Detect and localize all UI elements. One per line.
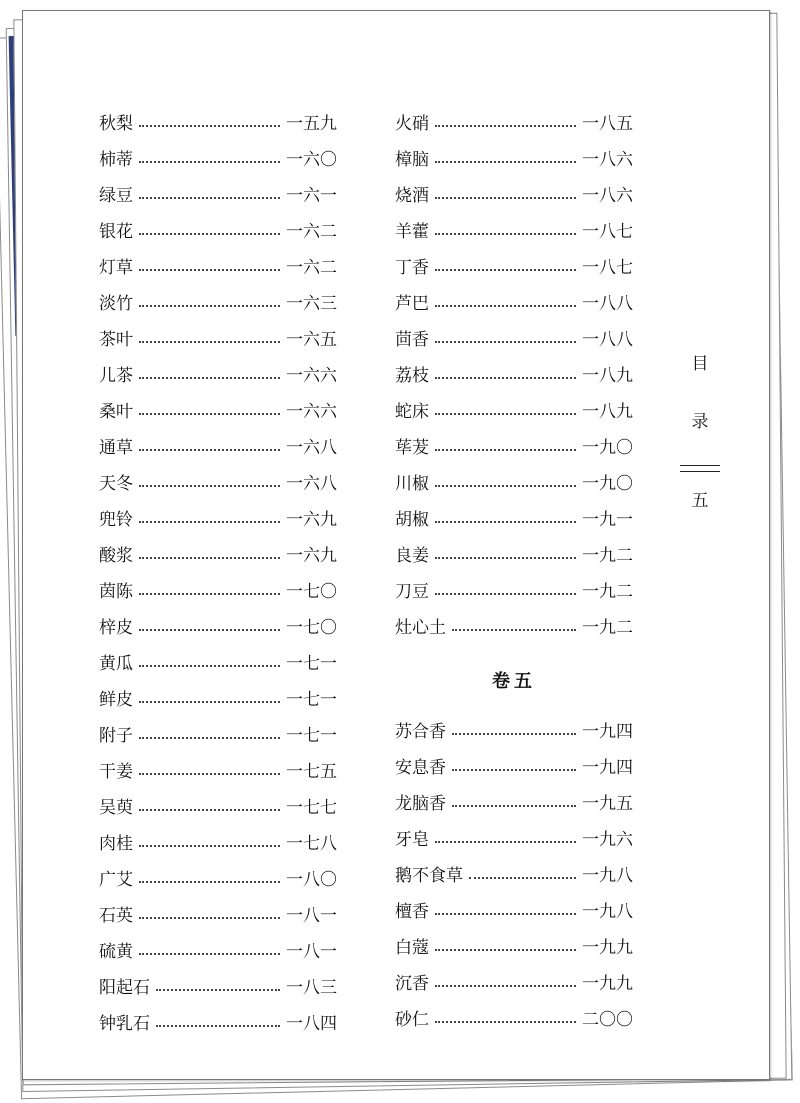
entry-page: 一八一 xyxy=(286,906,337,926)
toc-entry xyxy=(395,930,633,966)
entry-page: 一七〇 xyxy=(286,618,337,638)
entry-name: 檀香 xyxy=(395,902,429,922)
entry-name: 石英 xyxy=(99,906,133,926)
entry-name: 樟脑 xyxy=(395,150,429,170)
entry-name: 苏合香 xyxy=(395,722,446,742)
toc-entry xyxy=(395,286,633,322)
entry-page: 一六二 xyxy=(286,222,337,242)
leader-dots xyxy=(139,269,280,271)
toc-entry xyxy=(99,574,337,610)
entry-name: 灯草 xyxy=(99,258,133,278)
toc-entry xyxy=(99,394,337,430)
side-label-char: 录 xyxy=(691,412,709,432)
entry-page: 一六二 xyxy=(286,258,337,278)
toc-entry xyxy=(395,502,633,538)
entry-page: 一八九 xyxy=(582,366,633,386)
leader-dots xyxy=(139,881,280,883)
leader-dots xyxy=(139,809,280,811)
entry-name: 丁香 xyxy=(395,258,429,278)
toc-entry xyxy=(395,858,633,894)
entry-name: 广艾 xyxy=(99,870,133,890)
entry-page: 一七〇 xyxy=(286,582,337,602)
leader-dots xyxy=(139,305,280,307)
leader-dots xyxy=(139,845,280,847)
leader-dots xyxy=(139,701,280,703)
leader-dots xyxy=(435,949,576,951)
entry-name: 鲜皮 xyxy=(99,690,133,710)
leader-dots xyxy=(139,413,280,415)
entry-name: 儿茶 xyxy=(99,366,133,386)
side-double-rule xyxy=(680,465,720,472)
toc-entry xyxy=(99,898,337,934)
toc-entry xyxy=(395,966,633,1002)
leader-dots xyxy=(435,161,576,163)
entry-page: 二〇〇 xyxy=(582,1010,633,1030)
leader-dots xyxy=(452,629,576,631)
entry-page: 一九四 xyxy=(582,722,633,742)
entry-page: 一九八 xyxy=(582,902,633,922)
toc-entry xyxy=(395,822,633,858)
toc-entry xyxy=(395,106,633,142)
toc-entry xyxy=(99,322,337,358)
leader-dots xyxy=(435,233,576,235)
toc-entry xyxy=(395,394,633,430)
toc-entry xyxy=(395,750,633,786)
leader-dots xyxy=(452,769,576,771)
leader-dots xyxy=(139,449,280,451)
entry-name: 荜茇 xyxy=(395,438,429,458)
toc-entry xyxy=(99,430,337,466)
toc-entry xyxy=(395,538,633,574)
entry-name: 柿蒂 xyxy=(99,150,133,170)
leader-dots xyxy=(139,665,280,667)
leader-dots xyxy=(435,557,576,559)
toc-entry xyxy=(395,574,633,610)
leader-dots xyxy=(139,521,280,523)
leader-dots xyxy=(435,485,576,487)
toc-entry xyxy=(99,106,337,142)
entry-name: 川椒 xyxy=(395,474,429,494)
toc-right-column xyxy=(395,106,633,1038)
entry-name: 通草 xyxy=(99,438,133,458)
entry-name: 天冬 xyxy=(99,474,133,494)
leader-dots xyxy=(139,917,280,919)
leader-dots xyxy=(139,773,280,775)
leader-dots xyxy=(139,953,280,955)
entry-name: 蛇床 xyxy=(395,402,429,422)
entry-page: 一七一 xyxy=(286,654,337,674)
entry-page: 一八八 xyxy=(582,294,633,314)
toc-entry xyxy=(99,754,337,790)
entry-name: 阳起石 xyxy=(99,978,150,998)
entry-page: 一七一 xyxy=(286,726,337,746)
toc-entry xyxy=(395,322,633,358)
toc-entry xyxy=(99,466,337,502)
toc-entry xyxy=(99,718,337,754)
entry-name: 肉桂 xyxy=(99,834,133,854)
toc-right-bottom-list xyxy=(395,714,633,1038)
leader-dots xyxy=(139,593,280,595)
entry-page: 一八三 xyxy=(286,978,337,998)
entry-name: 沉香 xyxy=(395,974,429,994)
toc-entry xyxy=(99,970,337,1006)
entry-name: 桑叶 xyxy=(99,402,133,422)
entry-name: 酸浆 xyxy=(99,546,133,566)
entry-page: 一六九 xyxy=(286,510,337,530)
leader-dots xyxy=(435,125,576,127)
toc-entry xyxy=(99,646,337,682)
leader-dots xyxy=(435,449,576,451)
entry-name: 荔枝 xyxy=(395,366,429,386)
leader-dots xyxy=(435,197,576,199)
toc-entry xyxy=(395,786,633,822)
toc-page xyxy=(22,10,770,1080)
entry-name: 吴萸 xyxy=(99,798,133,818)
toc-entry xyxy=(99,214,337,250)
entry-page: 一八九 xyxy=(582,402,633,422)
entry-name: 钟乳石 xyxy=(99,1014,150,1034)
entry-page: 一九六 xyxy=(582,830,633,850)
entry-page: 一五九 xyxy=(286,114,337,134)
toc-entry xyxy=(395,430,633,466)
toc-entry xyxy=(99,826,337,862)
leader-dots xyxy=(452,733,576,735)
entry-page: 一八五 xyxy=(582,114,633,134)
entry-page: 一七一 xyxy=(286,690,337,710)
leader-dots xyxy=(139,737,280,739)
entry-page: 一六一 xyxy=(286,186,337,206)
entry-name: 干姜 xyxy=(99,762,133,782)
entry-page: 一六九 xyxy=(286,546,337,566)
entry-page: 一七八 xyxy=(286,834,337,854)
toc-entry xyxy=(99,286,337,322)
leader-dots xyxy=(139,125,280,127)
entry-page: 一九二 xyxy=(582,618,633,638)
entry-name: 附子 xyxy=(99,726,133,746)
entry-page: 一九〇 xyxy=(582,438,633,458)
leader-dots xyxy=(435,841,576,843)
entry-name: 刀豆 xyxy=(395,582,429,602)
toc-entry xyxy=(99,790,337,826)
entry-page: 一九五 xyxy=(582,794,633,814)
leader-dots xyxy=(139,161,280,163)
entry-page: 一六六 xyxy=(286,402,337,422)
leader-dots xyxy=(139,485,280,487)
toc-entry xyxy=(99,178,337,214)
entry-page: 一六三 xyxy=(286,294,337,314)
entry-name: 羊藿 xyxy=(395,222,429,242)
entry-name: 银花 xyxy=(99,222,133,242)
entry-name: 安息香 xyxy=(395,758,446,778)
leader-dots xyxy=(452,805,576,807)
leader-dots xyxy=(435,913,576,915)
entry-page: 一八八 xyxy=(582,330,633,350)
entry-name: 白蔻 xyxy=(395,938,429,958)
entry-page: 一九八 xyxy=(582,866,633,886)
leader-dots xyxy=(435,593,576,595)
toc-entry xyxy=(99,610,337,646)
toc-entry xyxy=(99,250,337,286)
toc-entry xyxy=(395,214,633,250)
toc-entry xyxy=(99,682,337,718)
entry-page: 一七七 xyxy=(286,798,337,818)
leader-dots xyxy=(435,521,576,523)
entry-name: 黄瓜 xyxy=(99,654,133,674)
toc-entry xyxy=(395,358,633,394)
toc-entry xyxy=(395,610,633,646)
leader-dots xyxy=(139,197,280,199)
entry-page: 一九一 xyxy=(582,510,633,530)
leader-dots xyxy=(435,269,576,271)
entry-name: 硫黄 xyxy=(99,942,133,962)
entry-name: 秋梨 xyxy=(99,114,133,134)
toc-entry xyxy=(99,142,337,178)
toc-entry xyxy=(395,1002,633,1038)
toc-right-top-list xyxy=(395,106,633,646)
entry-name: 兜铃 xyxy=(99,510,133,530)
entry-name: 茴香 xyxy=(395,330,429,350)
entry-name: 鹅不食草 xyxy=(395,866,463,886)
entry-name: 胡椒 xyxy=(395,510,429,530)
entry-page: 一六六 xyxy=(286,366,337,386)
entry-name: 灶心土 xyxy=(395,618,446,638)
entry-page: 一八六 xyxy=(582,150,633,170)
toc-entry xyxy=(395,714,633,750)
entry-name: 芦巴 xyxy=(395,294,429,314)
entry-page: 一六八 xyxy=(286,474,337,494)
entry-page: 一七五 xyxy=(286,762,337,782)
entry-page: 一八六 xyxy=(582,186,633,206)
leader-dots xyxy=(435,1021,576,1023)
toc-entry xyxy=(99,358,337,394)
entry-page: 一九〇 xyxy=(582,474,633,494)
toc-entry xyxy=(395,466,633,502)
page-number: 五 xyxy=(691,491,709,511)
entry-name: 淡竹 xyxy=(99,294,133,314)
entry-name: 绿豆 xyxy=(99,186,133,206)
side-label-char: 目 xyxy=(691,354,709,374)
leader-dots xyxy=(139,377,280,379)
entry-page: 一六〇 xyxy=(286,150,337,170)
entry-page: 一八一 xyxy=(286,942,337,962)
toc-left-column xyxy=(99,106,337,1042)
leader-dots xyxy=(139,341,280,343)
leader-dots xyxy=(139,557,280,559)
toc-entry xyxy=(99,502,337,538)
leader-dots xyxy=(435,413,576,415)
leader-dots xyxy=(435,305,576,307)
entry-name: 梓皮 xyxy=(99,618,133,638)
toc-entry xyxy=(395,142,633,178)
leader-dots xyxy=(435,985,576,987)
toc-entry xyxy=(395,250,633,286)
leader-dots xyxy=(435,377,576,379)
entry-page: 一九二 xyxy=(582,546,633,566)
entry-page: 一九四 xyxy=(582,758,633,778)
leader-dots xyxy=(435,341,576,343)
entry-page: 一九九 xyxy=(582,938,633,958)
leader-dots xyxy=(156,1025,280,1027)
entry-name: 牙皂 xyxy=(395,830,429,850)
entry-page: 一八七 xyxy=(582,222,633,242)
entry-name: 茶叶 xyxy=(99,330,133,350)
entry-page: 一九二 xyxy=(582,582,633,602)
toc-entry xyxy=(395,178,633,214)
entry-name: 火硝 xyxy=(395,114,429,134)
volume-heading: 卷五 xyxy=(492,671,536,692)
entry-name: 砂仁 xyxy=(395,1010,429,1030)
entry-page: 一九九 xyxy=(582,974,633,994)
leader-dots xyxy=(469,877,576,879)
leader-dots xyxy=(139,629,280,631)
entry-name: 龙脑香 xyxy=(395,794,446,814)
entry-name: 烧酒 xyxy=(395,186,429,206)
toc-entry xyxy=(99,934,337,970)
leader-dots xyxy=(156,989,280,991)
toc-entry xyxy=(99,538,337,574)
entry-page: 一八〇 xyxy=(286,870,337,890)
entry-page: 一八七 xyxy=(582,258,633,278)
side-tab xyxy=(678,349,722,516)
entry-page: 一六五 xyxy=(286,330,337,350)
entry-page: 一六八 xyxy=(286,438,337,458)
leader-dots xyxy=(139,233,280,235)
entry-name: 茵陈 xyxy=(99,582,133,602)
toc-entry xyxy=(99,1006,337,1042)
entry-page: 一八四 xyxy=(286,1014,337,1034)
entry-name: 良姜 xyxy=(395,546,429,566)
toc-entry xyxy=(99,862,337,898)
toc-entry xyxy=(395,894,633,930)
